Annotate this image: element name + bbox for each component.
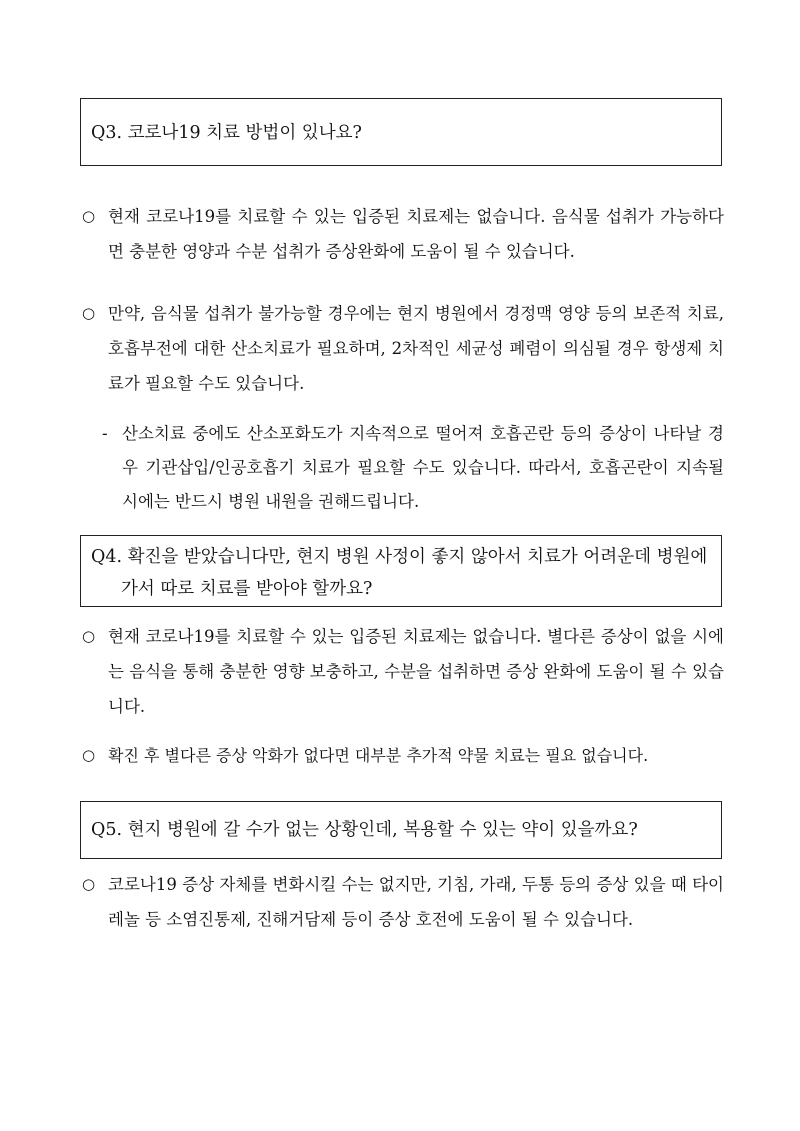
- question-q3: Q3. 코로나19 치료 방법이 있나요?: [91, 123, 362, 143]
- sub-note: [102, 417, 724, 519]
- answer-text: 코로나19 증상 자체를 변화시킬 수는 없지만, 기침, 가래, 두통 등의 증상 있을 때 타이레놀 등 소염진통제, 진해거담제 등이 증상 호전에 도움이 될 수 있습니다.: [108, 875, 724, 929]
- answer-text: 확진 후 별다른 증상 악화가 없다면 대부분 추가적 약물 치료는 필요 없습니다.: [108, 746, 649, 765]
- answer-item: [82, 738, 724, 773]
- bullet-icon: ○: [82, 304, 96, 322]
- dash-icon: -: [102, 424, 108, 443]
- sub-note-text: 산소치료 중에도 산소포화도가 지속적으로 떨어져 호흡곤란 등의 증상이 나타날 경우 기관삽입/인공호흡기 치료가 필요할 수도 있습니다. 따라서, 호흡곤란이 지속될 시에는 반드시 병원 내원을 권해드립니다.: [122, 424, 724, 511]
- question-box-q5: [80, 801, 722, 859]
- answer-item: [82, 199, 724, 269]
- answer-text: 현재 코로나19를 치료할 수 있는 입증된 치료제는 없습니다. 음식물 섭취가 가능하다면 충분한 영양과 수분 섭취가 증상완화에 도움이 될 수 있습니다.: [108, 207, 724, 261]
- bullet-icon: ○: [82, 875, 96, 893]
- bullet-icon: ○: [82, 207, 96, 225]
- bullet-icon: ○: [82, 746, 96, 764]
- question-q4: Q4. 확진을 받았습니다만, 현지 병원 사정이 좋지 않아서 치료가 어려운데 병원에 가서 따로 치료를 받아야 할까요?: [91, 547, 708, 599]
- answer-item: [82, 619, 724, 724]
- question-box-q4: [80, 535, 722, 607]
- answer-item: [82, 867, 724, 937]
- answer-item: [82, 296, 724, 401]
- bullet-icon: ○: [82, 627, 96, 645]
- answer-text: 만약, 음식물 섭취가 불가능할 경우에는 현지 병원에서 경정맥 영양 등의 보존적 치료, 호흡부전에 대한 산소치료가 필요하며, 2차적인 세균성 폐렴이 의심될 경우 항생제 치료가 필요할 수도 있습니다.: [108, 304, 724, 393]
- question-q5: Q5. 현지 병원에 갈 수가 없는 상황인데, 복용할 수 있는 약이 있을까요?: [91, 820, 638, 840]
- answer-text: 현재 코로나19를 치료할 수 있는 입증된 치료제는 없습니다. 별다른 증상이 없을 시에는 음식을 통해 충분한 영향 보충하고, 수분을 섭취하면 증상 완화에 도움이 될 수 있습니다.: [108, 627, 724, 716]
- question-box-q3: [80, 98, 722, 166]
